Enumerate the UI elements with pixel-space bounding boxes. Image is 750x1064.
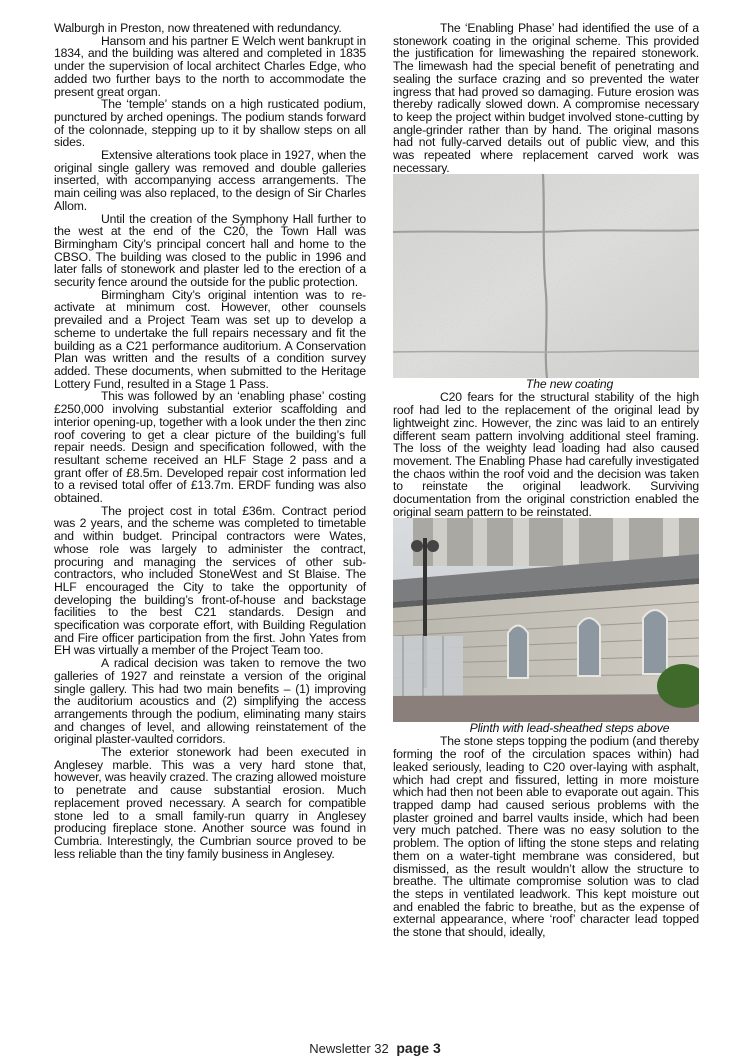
paragraph: The exterior stonework had been executed in Anglesey marble. This was a very hard stone that, however, was heavily crazed. The crazing allowed moisture to penetrate and cause substantial erosion. Much replacement proved necessary. A search for compatible stone led to a small family-run quarry in Anglesey producing fireplace stone. Another source was found in Cumbria. Interestingly, the Cumbrian source proved to be less reliable than the tiny family business in Anglesey. [54, 745, 366, 861]
left-column [54, 22, 366, 860]
paragraph: Hansom and his partner E Welch went bankrupt in 1834, and the building was altered and completed in 1835 under the supervision of local architect Charles Edge, who added two further bays to the north to accommodate the present great organ. [54, 33, 366, 99]
page-number: page 3 [396, 1040, 441, 1056]
paragraph: This was followed by an ‘enabling phase’ costing £250,000 involving substantial exterior scaffolding and interior opening-up, together with a look under the then zinc roof covering to get a clear picture of the building’s full repair needs. Design and specification followed, with the resultant scheme received an HLF Stage 2 pass and a grant offer of £8.5m. Developed repair cost information led to a revised total offer of £13.7m. ERDF funding was also obtained. [54, 389, 366, 506]
paragraph: Extensive alterations took place in 1927, when the original single gallery was removed and double galleries inserted, with accompanying access arrangements. The main ceiling was also replaced, to the design of Sir Charles Allom. [54, 148, 366, 213]
new-coating-photo [393, 174, 699, 378]
photo-caption: The new coating [525, 377, 614, 392]
right-column [393, 22, 699, 939]
paragraph: Until the creation of the Symphony Hall further to the west at the end of the C20, the Town Hall was Birmingham City’s principal concert hall and home to the CBSO. The building was closed to the public in 1996 and later falls of stonework and plaster led to the erection of a security fence around the outside for the public protection. [54, 211, 366, 290]
page-footer [0, 1040, 750, 1056]
newsletter-label: Newsletter 32 [309, 1041, 389, 1056]
paragraph: The stone steps topping the podium (and thereby forming the roof of the circulation spaces within) had leaked seriously, leading to C20 over-laying with asphalt, which had crept and fissured, letting in more moisture which had then not been able to evaporate out again. This trapped damp had caused serious problems with the plaster groined and barrel vaults inside, which had been very much patched. There was no easy solution to the problem. The option of lifting the stone steps and relating them on a water-tight membrane was considered, but dismissed, as the result wouldn’t allow the structure to breathe. The ultimate compromise solution was to clad the steps in ventilated leadwork. This kept moisture out and enabled the fabric to breathe, but as the expense of external appearance, where ‘roof’ character lead topped the stone that should, ideally, [393, 734, 699, 940]
paragraph: The ‘Enabling Phase’ had identified the use of a stonework coating in the original scheme. This provided the justification for limewashing the repaired stonework. The limewash had the special benefit of penetrating and sealing the surface crazing and so prevented the water ingress that had proved so damaging. Future erosion was thereby radically slowed down. A compromise necessary to keep the project within budget involved stone-cutting by angle-grinder rather than by hand. The original masons had not fully-carved details out of public view, and this was repeated where replacement carved work was necessary. [393, 21, 699, 175]
paragraph: C20 fears for the structural stability of the high roof had led to the replacement of the original lead by lightweight zinc. However, the zinc was laid to an entirely different seam pattern involving additional steel framing. The loss of the weighty lead loading had also caused movement. The Enabling Phase had carefully investigated the chaos within the roof void and the decision was taken to reinstate the original leadwork. Surviving documentation from the original constriction enabled the original seam pattern to be reinstated. [393, 390, 699, 519]
paragraph: Walburgh in Preston, now threatened with redundancy. [54, 21, 342, 35]
paragraph: The project cost in total £36m. Contract period was 2 years, and the scheme was completed to timetable and within budget. Principal contractors were Wates, whose role was largely to administer the contract, procuring and managing the services of other sub-contractors, who included StoneWest and St Blaise. The HLF encouraged the City to take the opportunity of developing the building’s front-of-house and backstage facilities to the best C21 standards. Design and specification was corporate effort, with Building Regulation and Fire officer participation from the first. John Yates from EH was virtually a member of the Project Team too. [54, 503, 366, 658]
paragraph: The ‘temple’ stands on a high rusticated podium, punctured by arched openings. The podium stands forward of the colonnade, stepping up to it by shallow steps on all sides. [54, 97, 366, 150]
paragraph: Birmingham City’s original intention was to re-activate at minimum cost. However, other counsels prevailed and a Project Team was set up to develop a scheme to undertake the full repairs necessary and fit the building as a C21 performance auditorium. A Conservation Plan was written and the results of a condition survey added. These documents, when submitted to the Heritage Lottery Fund, resulted in a Stage 1 Pass. [54, 287, 366, 391]
plinth-photo [393, 518, 699, 722]
paragraph: A radical decision was taken to remove the two galleries of 1927 and reinstate a version of the original single gallery. This had two main benefits – (1) improving the auditorium acoustics and (2) simplifying the access arrangements through the podium, eliminating many stairs and changes of level, and allowing reinstatement of the original plaster-vaulted corridors. [54, 656, 366, 747]
photo-caption: Plinth with lead-sheathed steps above [469, 721, 670, 736]
